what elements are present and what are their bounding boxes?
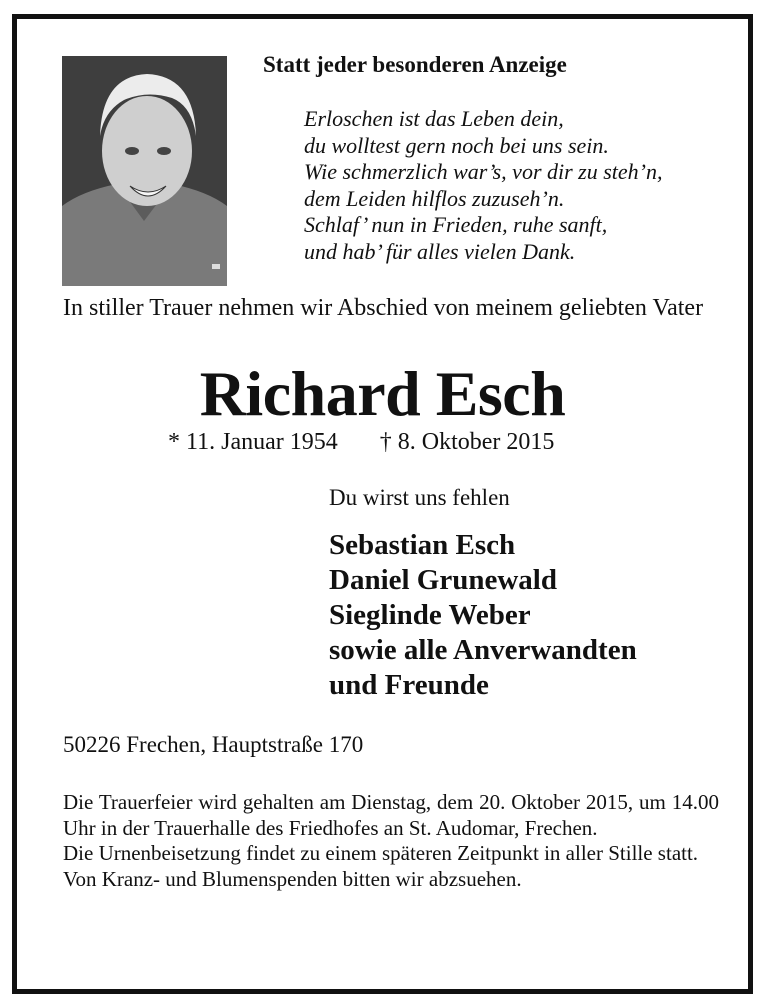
intro-text: In stiller Trauer nehmen wir Abschied von meinem geliebten Vater — [63, 295, 704, 321]
address: 50226 Frechen, Hauptstraße 170 — [63, 732, 364, 757]
poem-line: Erloschen ist das Leben dein, — [304, 106, 564, 131]
notice-paragraph: Die Urnenbeisetzung findet zu einem späteren Zeitpunkt in aller Stille statt. — [63, 841, 699, 865]
mourner: sowie alle Anverwandten — [329, 634, 637, 666]
funeral-notice — [63, 790, 719, 892]
birth-date: * 11. Januar 1954 — [168, 429, 338, 455]
life-dates — [168, 429, 554, 456]
death-date: † 8. Oktober 2015 — [379, 429, 555, 455]
notice-paragraph: Von Kranz- und Blumenspenden bitten wir abzsuehen. — [63, 866, 522, 891]
poem-line: Schlaf’ nun in Frieden, ruhe sanft, — [304, 212, 608, 237]
poem-line: und hab’ für alles vielen Dank. — [304, 238, 576, 264]
mourner: Sebastian Esch — [329, 529, 516, 561]
portrait-photo — [62, 56, 227, 286]
mourner: und Freunde — [329, 669, 489, 701]
header-title: Statt jeder besonderen Anzeige — [263, 52, 567, 77]
poem-line: Wie schmerzlich war’s, vor dir zu steh’n, — [304, 159, 663, 184]
obituary-frame — [12, 14, 753, 994]
mourner: Sieglinde Weber — [329, 599, 531, 631]
portrait-image — [62, 56, 227, 286]
deceased-name: Richard Esch — [199, 358, 566, 429]
mourner: Daniel Grunewald — [329, 564, 557, 596]
poem-line: dem Leiden hilflos zuzuseh’n. — [304, 185, 565, 211]
mourners-list — [329, 528, 637, 703]
poem — [304, 106, 663, 265]
farewell-line: Du wirst uns fehlen — [329, 485, 510, 510]
poem-line: du wolltest gern noch bei uns sein. — [304, 132, 609, 158]
notice-paragraph: Die Trauerfeier wird gehalten am Dienstag, dem 20. Oktober 2015, um 14.00 Uhr in der Trauerhalle des Friedhofes an St. Audomar, Frechen. — [63, 790, 719, 840]
